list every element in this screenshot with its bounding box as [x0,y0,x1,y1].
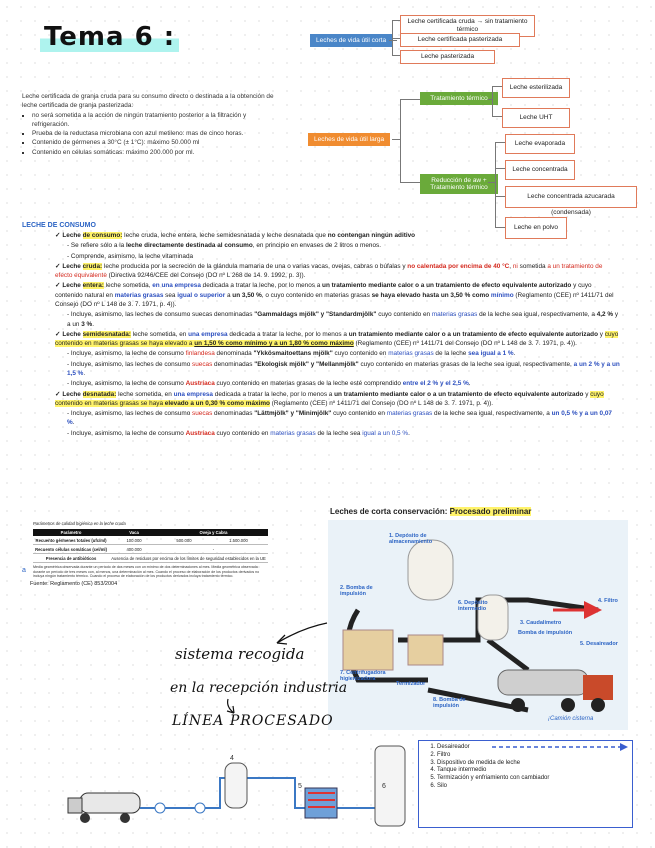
mindmap-item: Leche esterilizada [502,78,570,98]
table-header: Parámetro [33,529,109,536]
svg-text:6: 6 [382,783,386,790]
process-diagram [328,520,628,730]
process-label: 8. Bomba de impulsión [433,697,466,709]
intro-bullet: ▪ Contenido de gérmenes a 30°C (± 1°C): máximo 50.000 ml [32,138,277,147]
legend-item: 3. Dispositivo de medida de leche [437,760,628,768]
consumo-item: ✓ Leche semidesnatada: leche sometida, en una empresa dedicada a tratar la leche, por lo menos a un tratamiento mediante calor o a un tratamiento de efecto equivalente autorizado y cuyo contenido en materias grasas se haya elevado a un 1,50 % como mínimo y a un 1,80 % como máximo (Reglamento (CEE) nº 1411/71 del Consejo (DO nº L 148 de 3. 7. 1971, p. 4)). [55,330,619,348]
consumo-body: ✓ Leche de consumo: leche cruda, leche entera, leche semidesnatada y leche desnatada que no contengan ningún aditivo - Se refiere sólo a la leche directamente destinada al consumo, en principio en envases de 2 litros o menos. - Comprende, asimismo, la leche vitaminada ✓ Leche cruda: leche producida por la secreción de la glándula mamaria de una o varias vacas, ovejas, cabras o búfalas y no calentada por encima de 40 °C, ni sometida a un tratamiento de efecto equivalente (Directiva 92/46/CEE del Consejo (DO nº L 268 de 14. 9. 1992, p. 3)). ✓ Leche entera: leche sometida, en una empresa dedicada a tratar la leche, por lo menos a un tratamiento mediante calor o a un tratamiento de efecto equivalente autorizado y cuyo contenido natural en materias grasas sea igual o superior a un 3,50 %, o cuyo contenido en materias grasas se haya elevado hasta un 3,50 % como mínimo (Reglamento (CEE) nº 1411/71 del Consejo (DO nº L 148 de 3. 7. 1971, p. 4)). - Incluye, asimismo, las leches de consumo suecas denominadas "Gammaldags mjölk" y "Standardmjölk" cuyo contenido en materias grasas de la leche sea igual, respectivamente, a 4,2 % y a un 3 %. ✓ Leche semidesnatada: leche sometida, en una empresa dedicada a tratar la leche, por lo menos a un tratamiento mediante calor o a un tratamiento de efecto equivalente autorizado y cuyo contenido en materias grasas se haya elevado a un 1,50 % como mínimo y a un 1,80 % como máximo (Reglamento (CEE) nº 1411/71 del Consejo (DO nº L 148 de 3. 7. 1971, p. 4)). - Incluye, asimismo, la leche de consumo finlandesa denominada "Ykkösmaitoettans mjölk" cuyo contenido en materias grasas de la leche sea igual a 1 %. - Incluye, asimismo, las leches de consumo suecas denominadas "Ekologisk mjölk" y "Mellanmjölk" cuyo contenido en materias grasas de la leche sea igual, respectivamente, a un 2 % y a un 1,5 %. - Incluye, asimismo, la leche de consumo Austríaca cuyo contenido en materias grasas de la leche esté comprendido entre el 2 % y el 2,5 %. ✓ Leche desnatada: leche sometida, en una empresa dedicada a tratar la leche, por lo menos a un tratamiento mediante calor o a un tratamiento de efecto equivalente autorizado y cuyo contenido en materias grasas se haya elevado a un 0,30 % como máximo (Reglamento (CEE) nº 1411/71 del Consejo (DO nº L 148 de 3. 7. 1971, p. 4)). - Incluye, asimismo, las leches de consumo suecas denominadas "Lättmjölk" y "Minimjölk" cuyo contenido en materias grasas de la leche sea igual, respectivamente, a un 0,5 % y a un 0,07 %. - Incluye, asimismo, la leche de consumo Austríaca cuyo contenido en materias grasas de la leche sea igual a un 0,5 %. [55,232,620,437]
legend-item: 5. Termización y enfriamiento con cambiador [437,775,628,783]
mindmap-item: Leche pasterizada [400,50,495,64]
mindmap-item: Leche certificada cruda → sin tratamiento térmico [400,15,535,37]
table-header: Vaca [109,529,159,536]
table-source: Fuente: Reglamento (CE) 853/2004 [30,581,118,588]
mindmap-item: Leche UHT [502,108,570,128]
process-label: 2. Bomba de impulsión [340,585,373,597]
handwritten-note: LÍNEA PROCESADO [172,713,334,729]
mindmap-item: Leche concentrada azucarada (condensada) [505,186,637,208]
legend-item: 1. Desaireador [437,744,628,752]
processing-line-diagram [60,738,420,843]
quality-table [33,529,268,563]
quality-table-block [30,521,275,587]
intro-paragraph: Leche certificada de granja cruda para su consumo directo o destinada a la obtención de leche certificada de granja pasterizada: [22,93,274,110]
mindmap-item: Leche certificada pasterizada [400,33,520,47]
intro-bullet: ▪ no será sometida a la acción de ningún tratamiento posterior a la filtración y refrigeración. [32,111,277,130]
mindmap-root-short: Leches de vida útil corta [310,34,392,47]
process-label: 5. Desaireador [580,641,618,647]
mindmap-root-long: Leches de vida útil larga [308,133,390,146]
legend-item: 4. Tanque intermedio [437,767,628,775]
legend-item: 6. Silo [437,783,628,791]
table-row: Recuento gérmenes totales (ufc/ml) 100.000 500.000 1.500.000 [33,536,268,545]
handwritten-note: en la recepción industria [170,680,348,696]
intro-block [22,92,277,157]
dashed-arrow-icon [490,742,630,752]
mindmap-branch-thermal: Tratamiento térmico [420,92,498,105]
table-header: Oveja y Cabra [159,529,268,536]
mindmap-item: Leche concentrada [505,160,575,180]
page-title: Tema 6 : [40,22,179,52]
process-label: 1. Depósito de almacenamiento [389,533,433,545]
mindmap-item: Leche en polvo [505,217,567,239]
process-label: 6. Depósito intermedio [458,600,488,612]
table-row: Recuento células somáticas (cel/ml) 400.000 - [33,545,268,554]
consumo-item: ✓ Leche desnatada: leche sometida, en una empresa dedicada a tratar la leche, por lo menos a un tratamiento mediante calor o a un tratamiento de efecto equivalente autorizado y cuyo contenido en materias grasas se haya elevado a un 0,30 % como máximo (Reglamento (CEE) nº 1411/71 del Consejo (DO nº L 148 de 3. 7. 1971, p. 4)). [55,390,604,407]
legend-item: 2. Filtro [437,752,628,760]
consumo-item: ✓ Leche cruda: leche producida por la secreción de la glándula mamaria de una o varias vacas, ovejas, cabras o búfalas y no calentada por encima de 40 °C, ni sometida a un tratamiento de efecto equivalente (Directiva 92/46/CEE del Consejo (DO nº L 268 de 14. 9. 1992, p. 3)). [55,262,603,280]
mindmap-branch-aw: Reducción de aw + Tratamiento térmico [420,174,498,194]
handwritten-note: sistema recogida [175,645,305,663]
process-label: 3. Caudalímetro [520,620,562,626]
process-label: 4. Filtro [598,598,618,604]
hand-arrow-icon [272,618,332,648]
section-heading-consumo: LECHE DE CONSUMO [22,222,96,229]
intro-bullet: ▪ Prueba de la reductasa microbiana con azul metileno: mas de cinco horas. [32,129,277,138]
consumo-item: ✓ Leche entera: leche sometida, en una empresa dedicada a tratar la leche, por lo menos a un tratamiento mediante calor o a un tratamiento de efecto equivalente autorizado y cuyo contenido natural en materias grasas sea igual o superior a un 3,50 %, o cuyo contenido en materias grasas se haya elevado hasta un 3,50 % como mínimo (Reglamento (CEE) nº 1411/71 del Consejo (DO nº L 148 de 3. 7. 1971, p. 4)). [55,282,614,308]
mindmap-item: Leche evaporada [505,134,575,154]
table-footnote: Media geométrica observada durante un período de dos meses con un mínimo de dos determinaciones al mes. Media geométrica observada durante un período de tres meses con, al menos, una determinación al mes. Cuando el proceso de elaboración de los productos derivados no incluya ningún tratamiento térmico. Cuando el proceso de elaboración de los productos derivados incluya tratamiento térmico. [33,565,260,579]
table-row: Presencia de antibióticos Ausencia de residuos por encima de los límites de seguridad establecidos en la UE [33,554,268,563]
svg-text:4: 4 [230,755,234,762]
process-title: Leches de corta conservación: Procesado preliminar [330,507,532,516]
table-side-letter: a [22,567,26,574]
consumo-item: ✓ Leche de consumo: leche cruda, leche entera, leche semidesnatada y leche desnatada que no contengan ningún aditivo [55,232,416,239]
legend-box [418,740,633,828]
process-label: Bomba de impulsión [518,630,573,636]
svg-text:5: 5 [298,783,302,790]
intro-bullet: ▪ Contenido en células somáticas: máximo 200.000 por ml. [32,148,277,157]
process-label: Termizador [396,681,426,687]
process-label: 7. Centrifugadora higienizadora [340,670,386,682]
table-caption: Parámetros de calidad higiénica en la leche cruda [33,521,126,526]
process-label: ¡Camión cisterna [548,716,594,722]
